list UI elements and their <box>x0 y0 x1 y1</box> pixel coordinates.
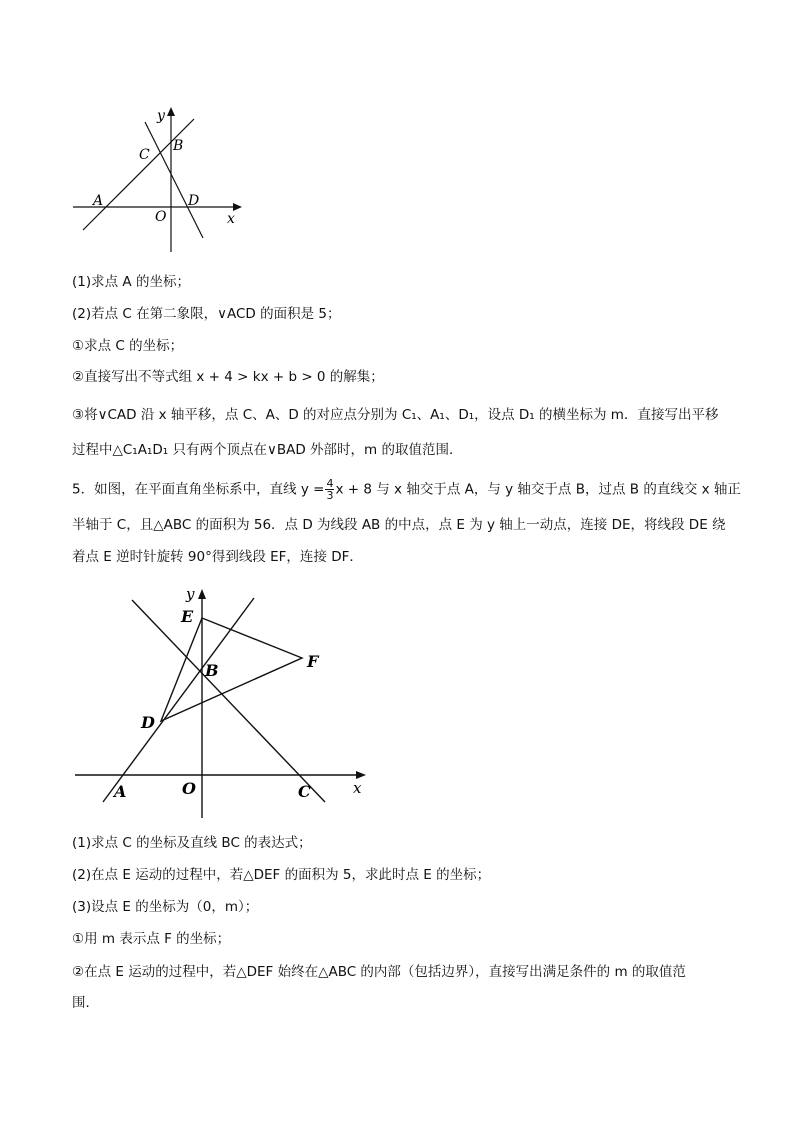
figure-2 <box>70 580 380 825</box>
label-y: y <box>186 585 195 603</box>
label-x: x <box>353 779 362 797</box>
label-c: C <box>139 147 150 163</box>
label-x: x <box>227 211 235 227</box>
label-d: D <box>188 193 200 209</box>
label-b: B <box>173 138 184 154</box>
p5-statement-line-1 <box>72 478 741 501</box>
label-o: O <box>155 209 167 225</box>
p4-sub-3-line-2: 过程中△C₁A₁D₁ 只有两个顶点在∨BAD 外部时，m 的取值范围． <box>72 442 463 458</box>
label-f: F <box>307 652 319 671</box>
label-a: A <box>93 193 104 209</box>
y-axis-arrow <box>198 589 206 599</box>
p5-question-2: (2)在点 E 运动的过程中，若△DEF 的面积为 5，求此时点 E 的坐标； <box>72 867 491 883</box>
p5-line-1-post: x + 8 与 x 轴交于点 A，与 y 轴交于点 B，过点 B 的直线交 x 轴正 <box>335 481 741 498</box>
line-ab <box>103 598 254 802</box>
p5-question-3: (3)设点 E 的坐标为（0，m）； <box>72 899 259 915</box>
line-bc <box>132 600 325 802</box>
x-axis-arrow <box>356 771 366 779</box>
figure-1 <box>60 95 260 260</box>
fraction-numerator: 4 <box>326 477 334 490</box>
p5-statement-line-2: 半轴于 C，且△ABC 的面积为 56．点 D 为线段 AB 的中点，点 E 为 y 轴上一动点，连接 DE，将线段 DE 绕 <box>72 517 726 533</box>
p5-line-1-pre: 5．如图，在平面直角坐标系中，直线 y = <box>72 481 325 498</box>
label-o: O <box>182 779 196 798</box>
label-d: D <box>141 713 155 732</box>
p5-statement-line-3: 着点 E 逆时针旋转 90°得到线段 EF，连接 DF． <box>72 549 363 565</box>
label-y: y <box>157 108 165 124</box>
p4-question-2: (2)若点 C 在第二象限，∨ACD 的面积是 5； <box>72 306 341 322</box>
p4-sub-3-line-1: ③将∨CAD 沿 x 轴平移，点 C、A、D 的对应点分别为 C₁、A₁、D₁，设点 D₁ 的横坐标为 m．直接写出平移 <box>72 407 719 423</box>
x-axis-arrow <box>233 203 242 211</box>
fraction-denominator: 3 <box>326 489 334 502</box>
label-a: A <box>114 782 127 801</box>
p5-sub-2-line-1: ②在点 E 运动的过程中，若△DEF 始终在△ABC 的内部（包括边界），直接写出满足条件的 m 的取值范 <box>72 964 686 980</box>
p5-sub-1: ①用 m 表示点 F 的坐标； <box>72 931 231 947</box>
y-axis-arrow <box>167 107 175 116</box>
p5-question-1: (1)求点 C 的坐标及直线 BC 的表达式； <box>72 835 312 851</box>
fraction-4-3 <box>325 478 334 501</box>
label-b: B <box>205 661 219 680</box>
p4-sub-2: ②直接写出不等式组 x + 4 > kx + b > 0 的解集； <box>72 369 384 385</box>
label-c: C <box>298 782 311 801</box>
label-e: E <box>181 607 194 626</box>
line-ab <box>83 119 194 230</box>
triangle-def <box>161 618 302 721</box>
p5-sub-2-line-2: 围． <box>72 995 99 1011</box>
p4-sub-1: ①求点 C 的坐标； <box>72 338 184 354</box>
p4-question-1: (1)求点 A 的坐标； <box>72 274 190 290</box>
